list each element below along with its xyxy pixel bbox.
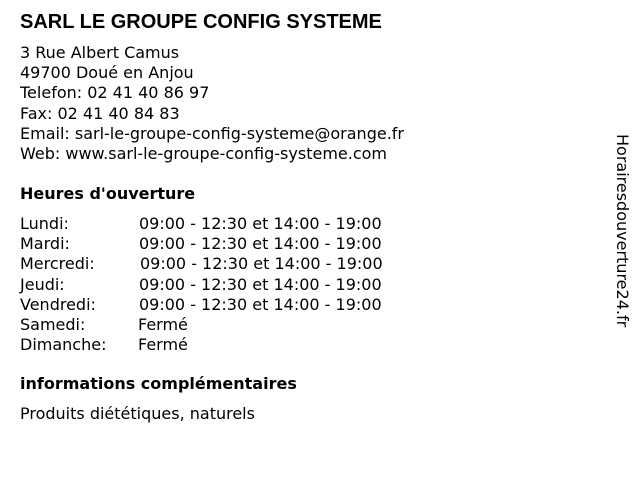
day-hours: 09:00 - 12:30 et 14:00 - 19:00 — [139, 214, 382, 233]
additional-info-text: Produits diététiques, naturels — [20, 404, 255, 423]
day-label: Jeudi: — [20, 274, 65, 294]
address-street: 3 Rue Albert Camus — [20, 43, 180, 62]
website-address: Web: www.sarl-le-groupe-config-systeme.com — [20, 144, 387, 164]
day-hours: Fermé — [138, 314, 188, 334]
opening-hours-heading: Heures d'ouverture — [20, 184, 196, 203]
day-hours: 09:00 - 12:30 et 14:00 - 19:00 — [139, 234, 382, 254]
address-city: 49700 Doué en Anjou — [20, 63, 194, 83]
site-watermark: Horairesdouverture24.fr — [613, 134, 632, 328]
fax-number: Fax: 02 41 40 84 83 — [20, 103, 180, 123]
day-label: Samedi: — [20, 314, 86, 334]
day-hours: 09:00 - 12:30 et 14:00 - 19:00 — [139, 274, 382, 294]
contact-block — [20, 43, 404, 164]
additional-info-heading: informations complémentaires — [20, 374, 297, 393]
email-address: Email: sarl-le-groupe-config-systeme@orange.fr — [20, 123, 404, 143]
business-name: SARL LE GROUPE CONFIG SYSTEME — [20, 11, 382, 33]
day-hours: 09:00 - 12:30 et 14:00 - 19:00 — [139, 294, 382, 314]
day-label: Vendredi: — [20, 294, 96, 314]
day-label: Lundi: — [20, 214, 69, 233]
day-hours: Fermé — [138, 335, 188, 355]
day-label: Dimanche: — [20, 335, 107, 355]
day-hours: 09:00 - 12:30 et 14:00 - 19:00 — [140, 254, 383, 274]
phone-number: Telefon: 02 41 40 86 97 — [20, 83, 210, 103]
day-label: Mardi: — [20, 234, 70, 254]
day-label: Mercredi: — [20, 254, 95, 274]
